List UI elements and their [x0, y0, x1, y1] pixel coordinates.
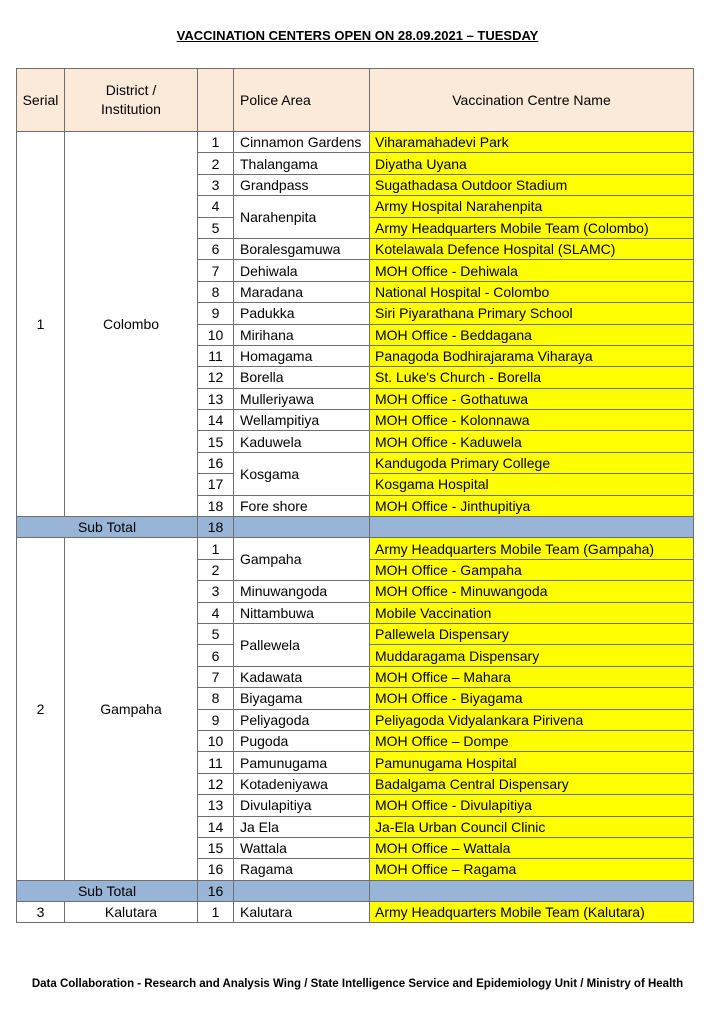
district-cell: Colombo [65, 132, 198, 517]
vaccination-centre-cell: Kotelawala Defence Hospital (SLAMC) [370, 238, 694, 259]
vaccination-centre-cell: MOH Office - Biyagama [370, 688, 694, 709]
subtotal-value: 18 [198, 517, 234, 538]
vaccination-centre-cell: Ja-Ela Urban Council Clinic [370, 816, 694, 837]
header-district-line1: District / [105, 82, 157, 98]
row-number-cell: 7 [198, 260, 234, 281]
row-number-cell: 13 [198, 795, 234, 816]
row-number-cell: 4 [198, 602, 234, 623]
vaccination-centre-cell: Army Hospital Narahenpita [370, 196, 694, 217]
row-number-cell: 13 [198, 388, 234, 409]
vaccination-centre-cell: MOH Office - Dehiwala [370, 260, 694, 281]
row-number-cell: 8 [198, 281, 234, 302]
vaccination-centre-cell: MOH Office - Gampaha [370, 559, 694, 580]
vaccination-centre-cell: Peliyagoda Vidyalankara Pirivena [370, 709, 694, 730]
vaccination-centre-cell: Kosgama Hospital [370, 474, 694, 495]
vaccination-centre-cell: MOH Office - Jinthupitiya [370, 495, 694, 516]
police-area-cell: Peliyagoda [234, 709, 370, 730]
row-number-cell: 10 [198, 324, 234, 345]
police-area-cell: Pallewela [234, 623, 370, 666]
vaccination-centre-cell: Muddaragama Dispensary [370, 645, 694, 666]
row-number-cell: 17 [198, 474, 234, 495]
row-number-cell: 15 [198, 837, 234, 858]
police-area-cell: Gampaha [234, 538, 370, 581]
vaccination-centre-cell: MOH Office – Dompe [370, 730, 694, 751]
table-body [17, 132, 694, 923]
subtotal-row [17, 517, 694, 538]
police-area-cell: Kotadeniyawa [234, 773, 370, 794]
row-number-cell: 6 [198, 645, 234, 666]
district-cell: Gampaha [65, 538, 198, 880]
police-area-cell: Nittambuwa [234, 602, 370, 623]
vaccination-centre-cell: MOH Office - Kaduwela [370, 431, 694, 452]
police-area-cell: Cinnamon Gardens [234, 132, 370, 153]
serial-cell: 1 [17, 132, 65, 517]
header-police-area: Police Area [234, 69, 370, 132]
police-area-cell: Pugoda [234, 730, 370, 751]
header-centre-name: Vaccination Centre Name [370, 69, 694, 132]
row-number-cell: 11 [198, 752, 234, 773]
subtotal-empty-cell [370, 517, 694, 538]
vaccination-centre-cell: MOH Office – Mahara [370, 666, 694, 687]
row-number-cell: 1 [198, 132, 234, 153]
police-area-cell: Kosgama [234, 452, 370, 495]
table-row [17, 538, 694, 559]
subtotal-value: 16 [198, 880, 234, 901]
row-number-cell: 9 [198, 303, 234, 324]
row-number-cell: 3 [198, 581, 234, 602]
subtotal-row [17, 880, 694, 901]
vaccination-centre-cell: Mobile Vaccination [370, 602, 694, 623]
serial-cell: 3 [17, 902, 65, 923]
subtotal-empty-cell [234, 517, 370, 538]
row-number-cell: 16 [198, 859, 234, 880]
police-area-cell: Thalangama [234, 153, 370, 174]
police-area-cell: Padukka [234, 303, 370, 324]
police-area-cell: Ja Ela [234, 816, 370, 837]
table-row [17, 132, 694, 153]
police-area-cell: Borella [234, 367, 370, 388]
police-area-cell: Minuwangoda [234, 581, 370, 602]
subtotal-label: Sub Total [17, 880, 198, 901]
page-title: VACCINATION CENTERS OPEN ON 28.09.2021 – TUESDAY [176, 28, 539, 43]
police-area-cell: Grandpass [234, 174, 370, 195]
police-area-cell: Wattala [234, 837, 370, 858]
row-number-cell: 2 [198, 559, 234, 580]
vaccination-centre-cell: MOH Office - Kolonnawa [370, 410, 694, 431]
header-number [198, 69, 234, 132]
police-area-cell: Kaduwela [234, 431, 370, 452]
header-serial: Serial [17, 69, 65, 132]
row-number-cell: 2 [198, 153, 234, 174]
row-number-cell: 5 [198, 623, 234, 644]
row-number-cell: 16 [198, 452, 234, 473]
table-header [17, 69, 694, 132]
subtotal-empty-cell [370, 880, 694, 901]
police-area-cell: Narahenpita [234, 196, 370, 239]
vaccination-centre-cell: MOH Office - Beddagana [370, 324, 694, 345]
row-number-cell: 14 [198, 410, 234, 431]
row-number-cell: 4 [198, 196, 234, 217]
row-number-cell: 5 [198, 217, 234, 238]
vaccination-centre-cell: Pallewela Dispensary [370, 623, 694, 644]
police-area-cell: Wellampitiya [234, 410, 370, 431]
vaccination-centre-cell: Army Headquarters Mobile Team (Colombo) [370, 217, 694, 238]
police-area-cell: Maradana [234, 281, 370, 302]
row-number-cell: 8 [198, 688, 234, 709]
vaccination-centre-cell: Badalgama Central Dispensary [370, 773, 694, 794]
vaccination-centers-table [16, 68, 694, 923]
row-number-cell: 10 [198, 730, 234, 751]
subtotal-empty-cell [234, 880, 370, 901]
vaccination-centre-cell: Pamunugama Hospital [370, 752, 694, 773]
row-number-cell: 14 [198, 816, 234, 837]
row-number-cell: 7 [198, 666, 234, 687]
police-area-cell: Kalutara [234, 902, 370, 923]
police-area-cell: Ragama [234, 859, 370, 880]
vaccination-centre-cell: MOH Office - Divulapitiya [370, 795, 694, 816]
footer-credit: Data Collaboration - Research and Analysis Wing / State Intelligence Service and Epidemiology Unit / Ministry of Health [31, 978, 684, 990]
police-area-cell: Fore shore [234, 495, 370, 516]
police-area-cell: Pamunugama [234, 752, 370, 773]
police-area-cell: Homagama [234, 345, 370, 366]
vaccination-centre-cell: Siri Piyarathana Primary School [370, 303, 694, 324]
row-number-cell: 11 [198, 345, 234, 366]
police-area-cell: Boralesgamuwa [234, 238, 370, 259]
vaccination-centre-cell: Army Headquarters Mobile Team (Kalutara) [370, 902, 694, 923]
police-area-cell: Divulapitiya [234, 795, 370, 816]
row-number-cell: 15 [198, 431, 234, 452]
police-area-cell: Biyagama [234, 688, 370, 709]
vaccination-centre-cell: National Hospital - Colombo [370, 281, 694, 302]
row-number-cell: 9 [198, 709, 234, 730]
police-area-cell: Dehiwala [234, 260, 370, 281]
vaccination-centre-cell: Viharamahadevi Park [370, 132, 694, 153]
row-number-cell: 1 [198, 902, 234, 923]
serial-cell: 2 [17, 538, 65, 880]
vaccination-centre-cell: Panagoda Bodhirajarama Viharaya [370, 345, 694, 366]
subtotal-label: Sub Total [17, 517, 198, 538]
vaccination-centre-cell: MOH Office – Ragama [370, 859, 694, 880]
vaccination-centre-cell: Sugathadasa Outdoor Stadium [370, 174, 694, 195]
vaccination-centre-cell: MOH Office - Minuwangoda [370, 581, 694, 602]
header-district-line2: Institution [101, 101, 161, 117]
district-cell: Kalutara [65, 902, 198, 923]
row-number-cell: 12 [198, 367, 234, 388]
header-district [65, 69, 198, 132]
vaccination-centre-cell: MOH Office - Gothatuwa [370, 388, 694, 409]
police-area-cell: Mirihana [234, 324, 370, 345]
police-area-cell: Mulleriyawa [234, 388, 370, 409]
vaccination-centre-cell: St. Luke's Church - Borella [370, 367, 694, 388]
vaccination-centre-cell: Army Headquarters Mobile Team (Gampaha) [370, 538, 694, 559]
police-area-cell: Kadawata [234, 666, 370, 687]
row-number-cell: 12 [198, 773, 234, 794]
row-number-cell: 3 [198, 174, 234, 195]
row-number-cell: 1 [198, 538, 234, 559]
table-row [17, 902, 694, 923]
vaccination-centre-cell: Kandugoda Primary College [370, 452, 694, 473]
row-number-cell: 18 [198, 495, 234, 516]
row-number-cell: 6 [198, 238, 234, 259]
vaccination-centre-cell: Diyatha Uyana [370, 153, 694, 174]
vaccination-centre-cell: MOH Office – Wattala [370, 837, 694, 858]
